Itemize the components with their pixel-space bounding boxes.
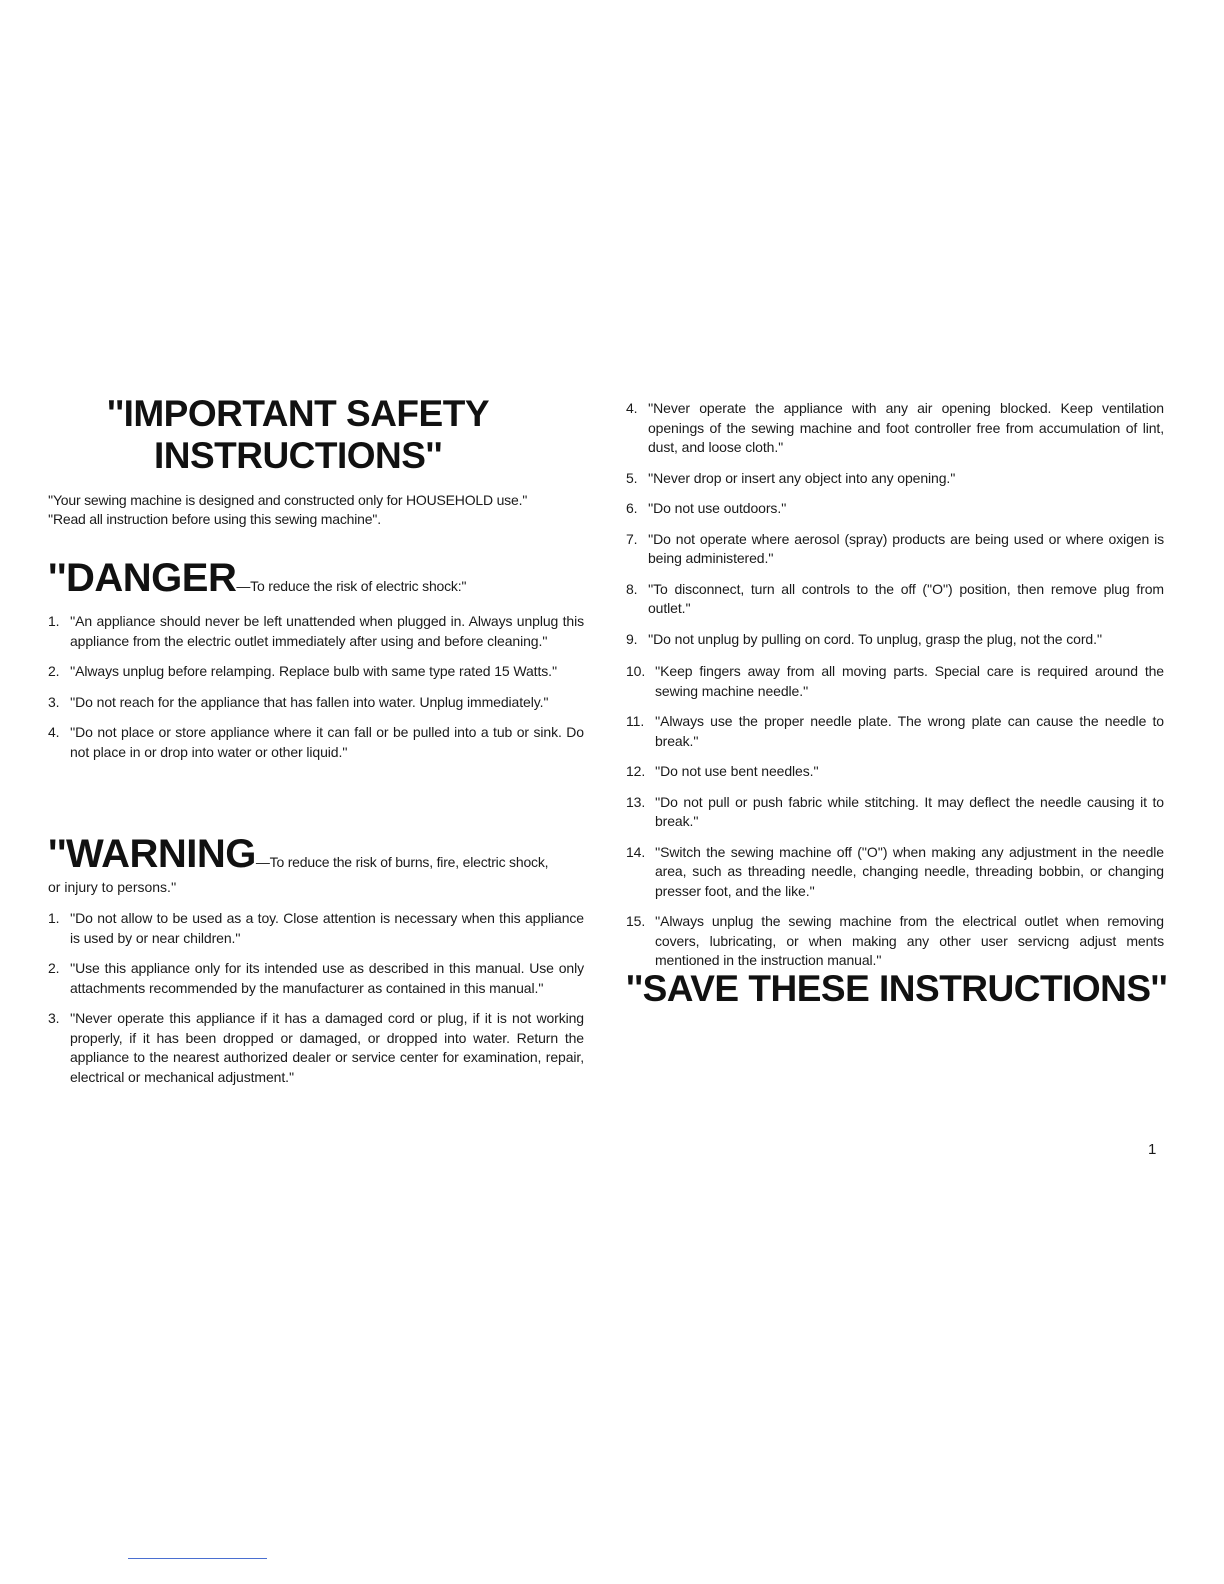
list-item: 3. ''Do not reach for the appliance that has fallen into water. Unplug immediately.'' xyxy=(48,693,549,710)
warning-list-left xyxy=(48,909,584,1098)
list-item: 9. ''Do not unplug by pulling on cord. To unplug, grasp the plug, not the cord.'' xyxy=(626,630,1103,647)
list-item: 6. ''Do not use outdoors.'' xyxy=(626,500,787,516)
list-item: 7. ''Do not operate where aerosol (spray) products are being used or where oxigen is being administered.'' xyxy=(626,530,1164,566)
list-item: 12. ''Do not use bent needles.'' xyxy=(626,763,819,779)
warning-title: ''WARNING xyxy=(48,832,256,876)
danger-heading xyxy=(48,556,588,601)
warning-subtitle: —To reduce the risk of burns, fire, electric shock, xyxy=(255,854,549,870)
list-item: 1. ''Do not allow to be used as a toy. Close attention is necessary when this appliance is used by or near children.'' xyxy=(48,910,584,946)
list-item: 8. ''To disconnect, turn all controls to the off (''O'') position, then remove plug from outlet.'' xyxy=(626,580,1164,616)
page-title: ''IMPORTANT SAFETY INSTRUCTIONS'' xyxy=(106,393,489,476)
list-item: 2. ''Always unplug before relamping. Replace bulb with same type rated 15 Watts.'' xyxy=(48,663,558,679)
list-item: 4. ''Do not place or store appliance where it can fall or be pulled into a tub or sink. Do not place in or drop into water or other liquid.'' xyxy=(48,724,584,760)
warning-heading xyxy=(48,832,588,877)
list-item: 13. ''Do not pull or push fabric while stitching. It may deflect the needle causing it to break.'' xyxy=(626,793,1164,829)
warning-continuation: or injury to persons.'' xyxy=(48,879,177,895)
list-item: 10. ''Keep fingers away from all moving parts. Special care is required around the sewing machine needle.'' xyxy=(626,663,1164,699)
page-number: 1 xyxy=(1148,1141,1157,1158)
list-item: 1. ''An appliance should never be left unattended when plugged in. Always unplug this appliance from the electric outlet immediately after using and before cleaning.'' xyxy=(48,613,584,649)
list-item: 14. ''Switch the sewing machine off (''O'') when making any adjustment in the needle area, such as threading needle, changing needle, threading bobbin, or changing presser foot, and the like.'' xyxy=(626,843,1164,899)
danger-list xyxy=(48,612,584,773)
list-item: 15. ''Always unplug the sewing machine from the electrical outlet when removing covers, lubricating, or when making any other user servicng adjust ments mentioned in the instruction manual.'' xyxy=(626,913,1164,968)
list-item: 4. ''Never operate the appliance with any air opening blocked. Keep ventilation openings of the sewing machine and foot controller free from accumulation of lint, dust, and loose cloth.'' xyxy=(626,400,1164,455)
list-item: 2. ''Use this appliance only for its intended use as described in this manual. Use only attachments recommended by the manufacturer as contained in this manual.'' xyxy=(48,960,584,996)
danger-title: ''DANGER xyxy=(48,556,237,600)
list-item: 3. ''Never operate this appliance if it has a damaged cord or plug, if it is not working properly, if it has been dropped or damaged, or dropped into water. Return the appliance to the nearest authorized dealer or service center for examination, repair, electrical or mechanical adjustment.'' xyxy=(48,1010,584,1085)
warning-list-right xyxy=(626,399,1164,660)
intro-line: ''Your sewing machine is designed and constructed only for HOUSEHOLD use.'' xyxy=(48,492,528,508)
save-instructions-title: ''SAVE THESE INSTRUCTIONS'' xyxy=(626,968,1168,1009)
list-item: 11. ''Always use the proper needle plate. The wrong plate can cause the needle to break.'' xyxy=(626,713,1164,749)
warning-list-right-2 xyxy=(626,662,1164,982)
intro-text xyxy=(48,491,588,529)
danger-subtitle: —To reduce the risk of electric shock:'' xyxy=(236,578,467,594)
list-item: 5. ''Never drop or insert any object into any opening.'' xyxy=(626,469,956,486)
intro-line: ''Read all instruction before using this sewing machine''. xyxy=(48,511,381,527)
decorative-line xyxy=(128,1558,267,1559)
